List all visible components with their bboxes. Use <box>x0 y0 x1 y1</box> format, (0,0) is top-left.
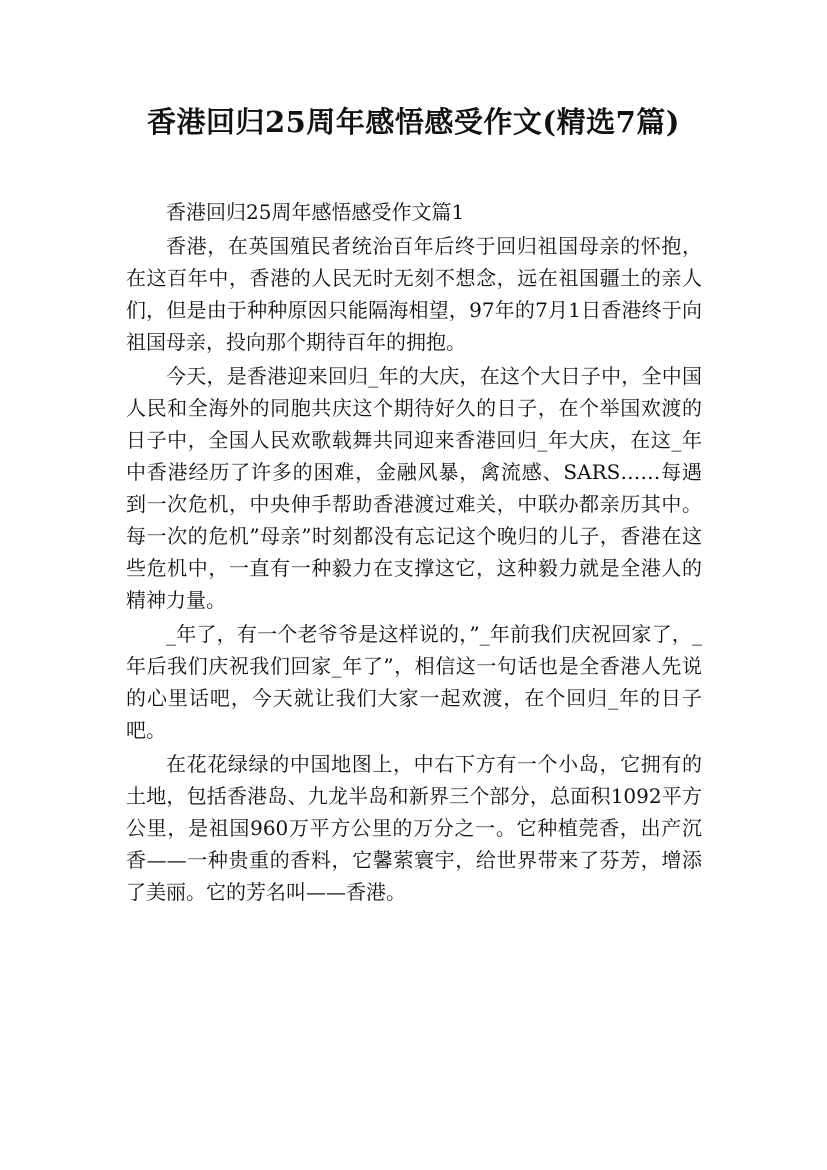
section-heading: 香港回归25周年感悟感受作文篇1 <box>166 200 465 224</box>
paragraph: 香港，在英国殖民者统治百年后终于回归祖国母亲的怀抱，在这百年中，香港的人民无时无刻不想念，远在祖国疆土的亲人们，但是由于种种原因只能隔海相望，97年的7月1日香港终于向祖国母亲，投向那个期待百年的拥抱。 <box>126 234 702 354</box>
paragraph: 今天，是香港迎来回归_年的大庆，在这个大日子中，全中国人民和全海外的同胞共庆这个期待好久的日子，在个举国欢渡的日子中，全国人民欢歌载舞共同迎来香港回归_年大庆，在这_年中香港经历了许多的困难，金融风暴，禽流感、SARS……每遇到一次危机，中央伸手帮助香港渡过难关，中联办都亲历其中。每一次的危机”母亲”时刻都没有忘记这个晚归的儿子，香港在这些危机中，一直有一种毅力在支撑这它，这种毅力就是全港人的精神力量。 <box>126 364 702 612</box>
document-title: 香港回归25周年感悟感受作文(精选7篇) <box>147 105 680 139</box>
paragraph: 在花花绿绿的中国地图上，中右下方有一个小岛，它拥有的土地，包括香港岛、九龙半岛和新界三个部分，总面积1092平方公里，是祖国960万平方公里的万分之一。它种植莞香，出产沉香——一种贵重的香料，它馨萦寰宇，给世界带来了芬芳，增添了美丽。它的芳名叫——香港。 <box>126 752 702 904</box>
paragraph: _年了，有一个老爷爷是这样说的，”_年前我们庆祝回家了，_年后我们庆祝我们回家_年了”，相信这一句话也是全香港人先说的心里话吧，今天就让我们大家一起欢渡，在个回归_年的日子吧。 <box>126 622 702 742</box>
document-body <box>126 196 702 908</box>
